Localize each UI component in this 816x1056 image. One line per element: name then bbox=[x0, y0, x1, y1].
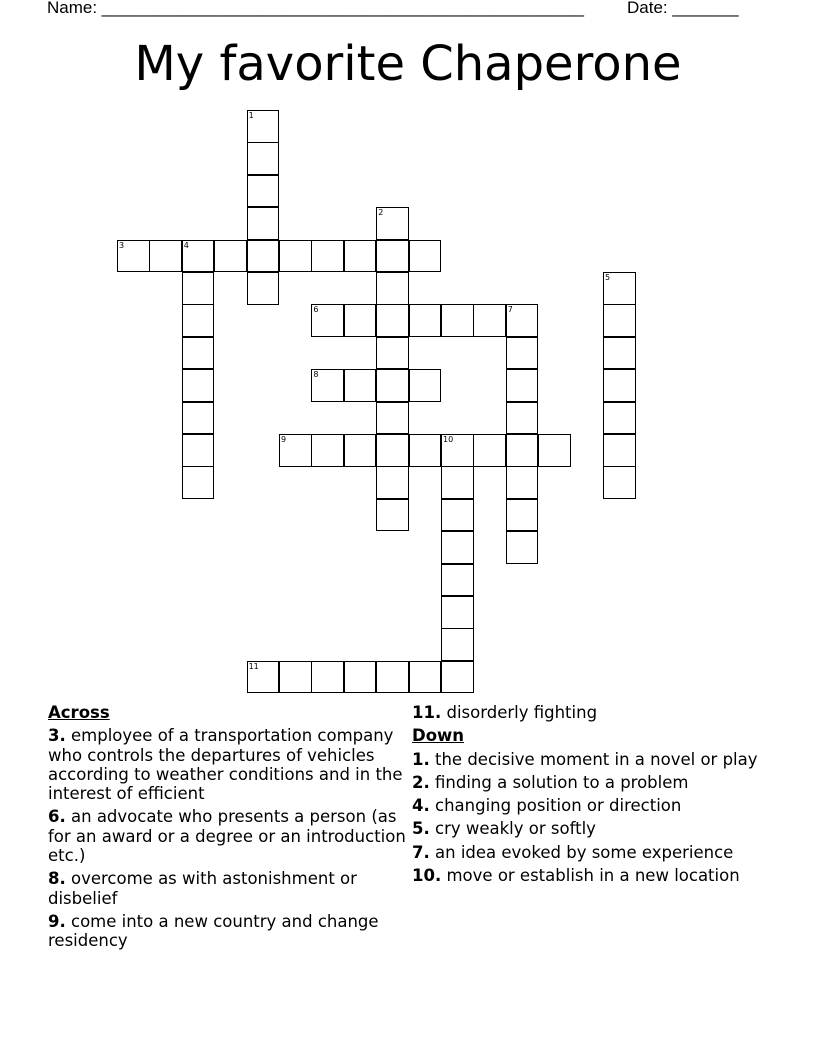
grid-cell[interactable] bbox=[441, 466, 474, 499]
grid-cell[interactable] bbox=[247, 240, 280, 273]
clue-number: 3. bbox=[48, 726, 66, 746]
clue-number: 10. bbox=[412, 866, 442, 886]
grid-cell[interactable] bbox=[441, 531, 474, 564]
grid-cell[interactable] bbox=[149, 240, 182, 273]
clue-text: changing position or direction bbox=[435, 796, 682, 816]
grid-cell[interactable] bbox=[182, 304, 215, 337]
grid-cell[interactable] bbox=[214, 240, 247, 273]
grid-cell[interactable] bbox=[473, 434, 506, 467]
grid-cell[interactable] bbox=[506, 499, 539, 532]
grid-cell[interactable] bbox=[506, 337, 539, 370]
grid-cell[interactable] bbox=[441, 499, 474, 532]
grid-cell[interactable] bbox=[311, 304, 344, 337]
clue-text: an advocate who presents a person (as for an award or a degree or an introduction etc.) bbox=[48, 807, 406, 866]
grid-cell[interactable] bbox=[376, 369, 409, 402]
down-clue bbox=[412, 796, 782, 815]
grid-cell[interactable] bbox=[538, 434, 571, 467]
clue-text: overcome as with astonishment or disbelief bbox=[48, 869, 357, 908]
grid-cell[interactable] bbox=[311, 434, 344, 467]
grid-cell[interactable] bbox=[441, 304, 474, 337]
grid-cell[interactable] bbox=[182, 434, 215, 467]
grid-cell[interactable] bbox=[182, 466, 215, 499]
grid-cell[interactable] bbox=[247, 142, 280, 175]
grid-cell[interactable] bbox=[603, 402, 636, 435]
across-clue bbox=[48, 869, 410, 908]
grid-cell[interactable] bbox=[247, 110, 280, 143]
grid-cell[interactable] bbox=[247, 272, 280, 305]
clue-number-label: 7 bbox=[507, 305, 513, 315]
clue-number-label: 3 bbox=[119, 240, 125, 250]
clue-text: an idea evoked by some experience bbox=[435, 842, 734, 862]
clue-number-label: 11 bbox=[248, 661, 259, 671]
clue-text: come into a new country and change residency bbox=[48, 911, 379, 951]
clue-number-label: 4 bbox=[183, 240, 189, 250]
clue-number: 2. bbox=[412, 772, 430, 792]
grid-cell[interactable] bbox=[311, 661, 344, 694]
grid-cell[interactable] bbox=[441, 564, 474, 597]
grid-cell[interactable] bbox=[506, 531, 539, 564]
grid-cell[interactable] bbox=[344, 661, 377, 694]
grid-cell[interactable] bbox=[441, 661, 474, 694]
clues-column-right bbox=[412, 703, 782, 889]
clue-number-label: 8 bbox=[313, 370, 319, 380]
grid-cell[interactable] bbox=[279, 240, 312, 273]
down-clue bbox=[412, 750, 782, 769]
clue-text: the decisive moment in a novel or play bbox=[435, 749, 758, 769]
clue-number: 6. bbox=[48, 807, 66, 827]
grid-cell[interactable] bbox=[376, 466, 409, 499]
down-clue bbox=[412, 819, 782, 838]
across-clue bbox=[48, 807, 410, 865]
clue-number-label: 10 bbox=[443, 435, 454, 444]
clue-number: 9. bbox=[48, 911, 66, 931]
across-clue bbox=[48, 726, 410, 803]
grid-cell[interactable] bbox=[409, 661, 442, 694]
grid-cell[interactable] bbox=[506, 369, 539, 402]
grid-cell[interactable] bbox=[376, 272, 409, 305]
grid-cell[interactable] bbox=[603, 337, 636, 370]
grid-cell[interactable] bbox=[506, 434, 539, 467]
grid-cell[interactable] bbox=[182, 337, 215, 370]
grid-cell[interactable] bbox=[311, 240, 344, 273]
grid-cell[interactable] bbox=[311, 369, 344, 402]
grid-cell[interactable] bbox=[603, 272, 636, 305]
grid-cell[interactable] bbox=[473, 304, 506, 337]
grid-cell[interactable] bbox=[409, 304, 442, 337]
clue-number: 8. bbox=[48, 869, 66, 889]
grid-cell[interactable] bbox=[603, 369, 636, 402]
grid-cell[interactable] bbox=[506, 466, 539, 499]
grid-cell[interactable] bbox=[376, 304, 409, 337]
clue-number: 11. bbox=[412, 703, 442, 722]
grid-cell[interactable] bbox=[409, 369, 442, 402]
grid-cell[interactable] bbox=[182, 402, 215, 435]
clue-number-label: 6 bbox=[313, 305, 319, 315]
grid-cell[interactable] bbox=[182, 240, 215, 273]
grid-cell[interactable] bbox=[376, 402, 409, 435]
grid-cell[interactable] bbox=[344, 369, 377, 402]
date-field-label: Date: _______ bbox=[627, 0, 739, 17]
clue-number-label: 9 bbox=[281, 435, 287, 444]
grid-cell[interactable] bbox=[441, 434, 474, 467]
puzzle-title: My favorite Chaperone bbox=[134, 36, 682, 92]
down-clue bbox=[412, 843, 782, 862]
clue-number: 5. bbox=[412, 819, 430, 839]
clue-number-label: 2 bbox=[378, 208, 384, 218]
grid-cell[interactable] bbox=[376, 240, 409, 273]
grid-cell[interactable] bbox=[441, 596, 474, 629]
grid-cell[interactable] bbox=[247, 207, 280, 240]
clue-text: move or establish in a new location bbox=[446, 866, 740, 886]
clue-text: finding a solution to a problem bbox=[435, 772, 689, 792]
grid-cell[interactable] bbox=[247, 175, 280, 208]
grid-cell[interactable] bbox=[344, 240, 377, 273]
grid-cell[interactable] bbox=[376, 207, 409, 240]
across-clue bbox=[48, 912, 410, 951]
clues-column-left bbox=[48, 703, 410, 955]
grid-cell[interactable] bbox=[409, 434, 442, 467]
grid-cell[interactable] bbox=[247, 661, 280, 694]
grid-cell[interactable] bbox=[344, 434, 377, 467]
down-clue bbox=[412, 866, 782, 885]
grid-cell[interactable] bbox=[344, 304, 377, 337]
grid-cell[interactable] bbox=[117, 240, 150, 273]
clue-number-label: 5 bbox=[605, 273, 611, 282]
clue-text: employee of a transportation company who controls the departures of vehicles according to weather conditions and in the interest of efficient bbox=[48, 726, 403, 804]
name-field-label: Name: ___________________________________________________ bbox=[47, 0, 584, 17]
grid-cell[interactable] bbox=[376, 499, 409, 532]
clue-number: 1. bbox=[412, 749, 430, 769]
clue-number: 7. bbox=[412, 842, 430, 862]
grid-cell[interactable] bbox=[441, 628, 474, 661]
clue-text: disorderly fighting bbox=[446, 703, 598, 722]
grid-cell[interactable] bbox=[182, 369, 215, 402]
across-clue bbox=[412, 703, 782, 722]
grid-cell[interactable] bbox=[506, 304, 539, 337]
grid-cell[interactable] bbox=[376, 434, 409, 467]
grid-cell[interactable] bbox=[279, 661, 312, 694]
grid-cell[interactable] bbox=[279, 434, 312, 467]
grid-cell[interactable] bbox=[376, 661, 409, 694]
down-clue bbox=[412, 773, 782, 792]
clue-text: cry weakly or softly bbox=[435, 819, 596, 839]
grid-cell[interactable] bbox=[409, 240, 442, 273]
grid-cell[interactable] bbox=[182, 272, 215, 305]
clue-number: 4. bbox=[412, 796, 430, 816]
grid-cell[interactable] bbox=[603, 304, 636, 337]
grid-cell[interactable] bbox=[376, 337, 409, 370]
down-heading: Down bbox=[412, 726, 465, 746]
grid-cell[interactable] bbox=[603, 466, 636, 499]
grid-cell[interactable] bbox=[506, 402, 539, 435]
clue-number-label: 1 bbox=[248, 111, 254, 120]
across-heading: Across bbox=[48, 703, 110, 722]
grid-cell[interactable] bbox=[603, 434, 636, 467]
